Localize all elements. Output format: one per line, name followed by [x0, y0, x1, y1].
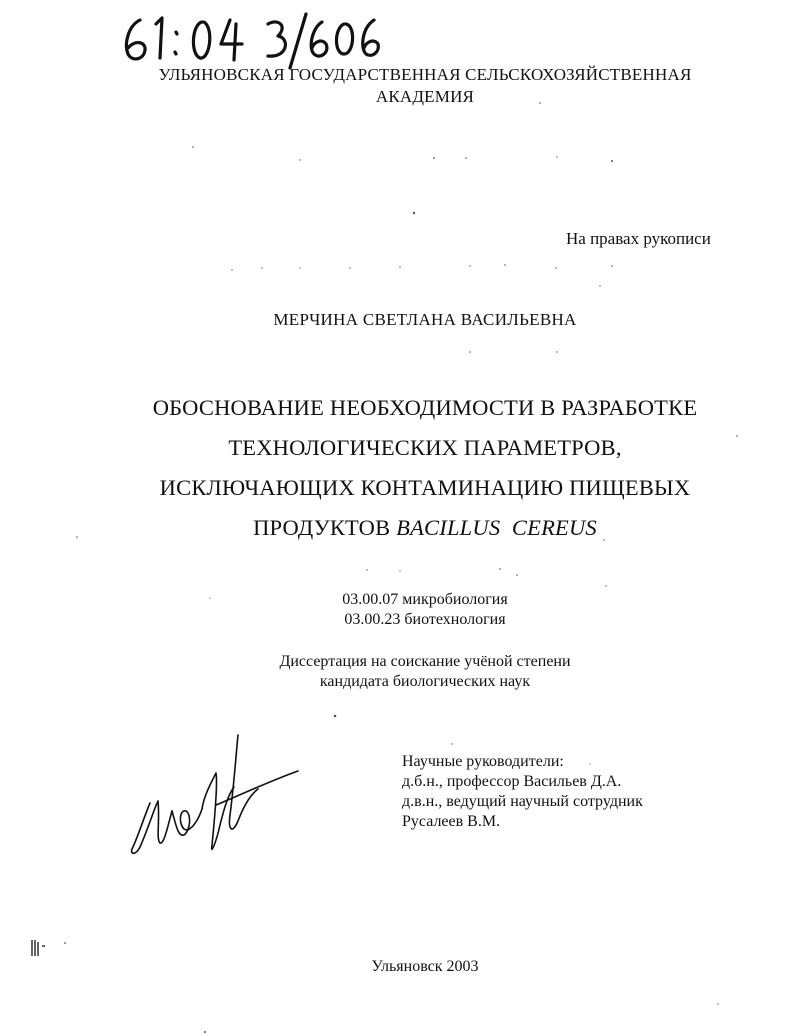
title-line-1: ОБОСНОВАНИЕ НЕОБХОДИМОСТИ В РАЗРАБОТКЕ: [152, 395, 698, 420]
specialty-item: 03.00.23 биотехнология: [344, 611, 506, 628]
degree-line-1: Диссертация на соискание учёной степени: [279, 653, 571, 670]
institution-line-2: АКАДЕМИЯ: [375, 87, 475, 106]
institution-name: [100, 64, 750, 108]
supervisor-line: д.в.н., ведущий научный сотрудник: [402, 793, 643, 810]
title-organism-name: BACILLUS CEREUS: [396, 515, 597, 540]
supervisor-line: д.б.н., профессор Васильев Д.А.: [402, 773, 622, 790]
edge-mark-drawing: [30, 938, 46, 958]
title-line-4-prefix: ПРОДУКТОВ: [253, 515, 391, 540]
specialty-codes: [100, 590, 750, 630]
institution-line-1: УЛЬЯНОВСКАЯ ГОСУДАРСТВЕННАЯ СЕЛЬСКОХОЗЯЙСТВЕННАЯ: [158, 65, 692, 84]
author-signature: [120, 725, 310, 875]
scan-edge-mark: [30, 938, 46, 958]
degree-line-2: кандидата биологических наук: [319, 673, 531, 690]
supervisors-heading: Научные руководители:: [402, 753, 564, 770]
supervisor-line: Русалеев В.М.: [402, 813, 501, 830]
author-name: МЕРЧИНА СВЕТЛАНА ВАСИЛЬЕВНА: [273, 310, 577, 329]
degree-statement: [100, 652, 750, 692]
scientific-supervisors: [402, 752, 643, 832]
title-line-2: ТЕХНОЛОГИЧЕСКИХ ПАРАМЕТРОВ,: [228, 435, 622, 460]
rights-note: На правах рукописи: [566, 229, 711, 248]
signature-drawing: [120, 725, 310, 875]
handwritten-archive-number: [118, 8, 388, 70]
city-and-year: Ульяновск 2003: [371, 958, 479, 975]
specialty-item: 03.00.07 микробиология: [342, 591, 508, 608]
title-line-3: ИСКЛЮЧАЮЩИХ КОНТАМИНАЦИЮ ПИЩЕВЫХ: [159, 475, 691, 500]
title-line-4: [100, 508, 750, 548]
dissertation-title: [100, 388, 750, 548]
